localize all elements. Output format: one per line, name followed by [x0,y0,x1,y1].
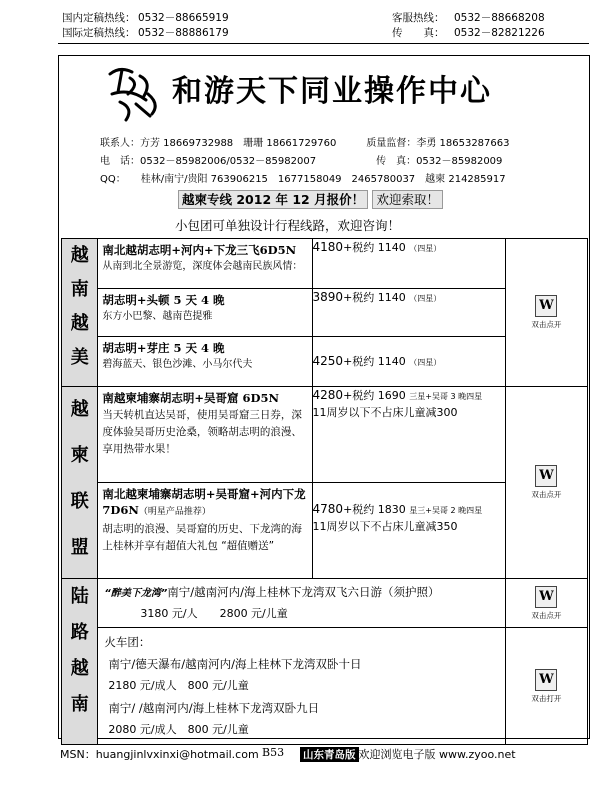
price-cell: 4250+税约 1140 （四星） [312,337,505,387]
table-row [62,387,588,483]
table-row [62,628,588,745]
route-tag: “醉美下龙湾” [104,588,168,599]
footer-msn: MSN：huangjinlvxinxi@hotmail.com [60,748,259,761]
route-cell[interactable] [98,239,312,289]
route-cell[interactable] [98,337,312,387]
service-hotline: 客服热线： 0532－88668208 [392,12,545,24]
word-doc-icon[interactable]: W [535,465,557,487]
route-cell[interactable] [98,628,505,745]
price-cell: 4780+税约 1830 星三+吴哥 2 晚四星 11周岁以下不占床儿童减350 [312,483,505,579]
promo-sub: 小包团可单独设计行程线路，欢迎咨询！ [175,218,401,233]
word-doc-icon[interactable]: W [535,586,557,608]
table-row [62,579,588,628]
section-label-lulu-yuenan: 陆 路 越 南 [62,579,98,745]
route-title: 胡志明+芽庄 5 天 4 晚 [102,341,225,355]
route-desc: 胡志明的浪漫、吴哥窟的历史、下龙湾的海上桂林并享有超值大礼包 “超值赠送” [102,523,302,552]
route-desc: 碧海蓝天、银色沙滩、小马尔代夫 [102,359,253,370]
promo-main: 越柬专线 2012 年 12 月报价！ [178,190,368,209]
route-title: 南宁/越南河内/海上桂林下龙湾双飞六日游（须护照） [167,585,440,599]
route-cell[interactable] [98,289,312,337]
route-title: 南北越胡志明+河内+下龙三飞6D5N [102,243,297,257]
download-button[interactable]: W 双击点开 [505,579,587,628]
route-cell[interactable] [98,483,312,579]
download-button[interactable]: W 双击打开 [505,628,587,745]
route-cell[interactable] [98,387,312,483]
header-divider [58,43,589,44]
contact-line-1: 联系人：方芳 18669732988 珊珊 18661729760 质量监督：李勇 18653287663 [100,138,510,149]
route-prices: 3180 元/人 2800 元/儿童 [140,607,288,620]
route-line: 南宁/ /越南河内/海上桂林下龙湾双卧九日 [108,701,320,715]
route-title: 南北越柬埔寨胡志明+吴哥窟+河内下龙 7D6N（明星产品推荐） [102,487,306,517]
section-label-yuenan-yuemei: 越 南 越 美 [62,239,98,387]
contact-line-2: 电 话：0532－85982006/0532－85982007 传 真：0532－85982009 [100,156,503,167]
promo-banner [178,190,443,210]
route-tag: 火车团： [104,635,151,649]
route-cell[interactable] [98,579,505,628]
promo-cta[interactable]: 欢迎索取！ [372,190,443,209]
route-desc: 东方小巴黎、越南芭提雅 [102,311,213,322]
price-cell: 4280+税约 1690 三星+吴哥 3 晚四星 11周岁以下不占床儿童减300 [312,387,505,483]
route-title: 胡志明+头顿 5 天 4 晚 [102,293,225,307]
download-button[interactable]: W 双击点开 [505,387,587,579]
price-cell: 3890+税约 1140 （四星） [312,289,505,337]
route-desc: 当天转机直达吴哥，使用吴哥窟三日券，深度体验吴哥历史沧桑，领略胡志明的浪漫、享用热带水果！ [102,409,302,455]
route-prices: 2180 元/成人 800 元/儿童 [108,679,249,692]
route-line: 南宁/德天瀑布/越南河内/海上桂林下龙湾双卧十日 [108,657,362,671]
calligraphy-logo-icon [100,64,168,124]
contact-line-3: QQ： 桂林/南宁/贵阳 763906215 1677158049 2465780037 越柬 214285917 [100,174,506,185]
page-number: B53 [262,746,285,759]
word-doc-icon[interactable]: W [535,295,557,317]
section-label-yuejian-lianmeng: 越 柬 联 盟 [62,387,98,579]
price-cell: 4180+税约 1140 （四星） [312,239,505,289]
route-table [61,238,588,745]
route-title: 南越柬埔寨胡志明+吴哥窟 6D5N [102,391,280,405]
fax-line: 传 真： 0532－82821226 [392,27,545,39]
intl-hotline: 国际定稿热线： 0532－88886179 [62,27,229,39]
word-doc-icon[interactable]: W [535,669,557,691]
region-badge: 山东青岛版 [300,747,359,762]
footer-brand [300,746,516,762]
route-prices: 2080 元/成人 800 元/儿童 [108,723,249,736]
download-button[interactable]: W 双击点开 [505,239,587,387]
route-desc: 从南到北全景游览，深度体会越南民族风情： [102,261,303,272]
domestic-hotline: 国内定稿热线： 0532－88665919 [62,12,229,24]
footer-url[interactable]: 欢迎浏览电子版 www.zyoo.net [358,748,516,761]
page-title: 和游天下同业操作中心 [172,74,492,109]
table-row [62,239,588,289]
